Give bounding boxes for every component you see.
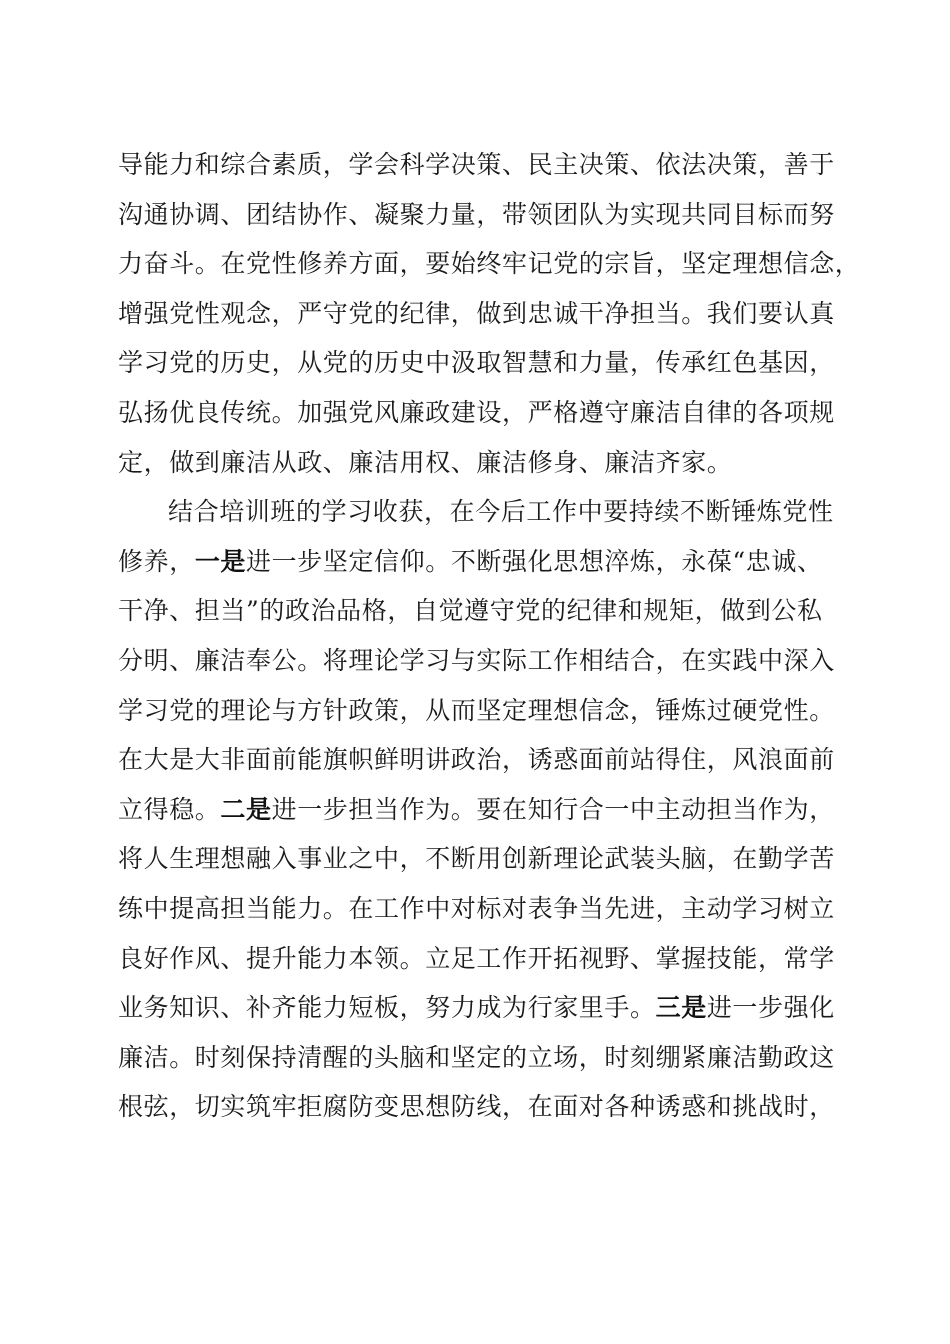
paragraph-first-line: 结合培训班的学习收获，在今后工作中要持续不断锤炼党性	[168, 497, 834, 527]
text-run: 进一步担当作为。要在知行合一中主动担当作为，	[271, 794, 835, 824]
bold-marker-third: 三是	[655, 993, 707, 1023]
text-line: 弘扬优良传统。加强党风廉政建设，严格遵守廉洁自律的各项规	[118, 397, 835, 427]
document-body	[118, 140, 861, 1132]
text-line: 沟通协调、团结协作、凝聚力量，带领团队为实现共同目标而努	[118, 199, 835, 229]
text-line: 良好作风、提升能力本领。立足工作开拓视野、掌握技能，常学	[118, 943, 835, 973]
text-line: 定，做到廉洁从政、廉洁用权、廉洁修身、廉洁齐家。	[118, 447, 733, 477]
text-line: 导能力和综合素质，学会科学决策、民主决策、依法决策，善于	[118, 150, 835, 179]
bold-marker-first: 一是	[194, 546, 247, 576]
text-line: 在大是大非面前能旗帜鲜明讲政治，诱惑面前站得住，风浪面前	[118, 745, 835, 775]
text-line: 增强党性观念，严守党的纪律，做到忠诚干净担当。我们要认真	[118, 298, 835, 328]
bold-marker-second: 二是	[220, 794, 272, 824]
text-line: 干净、担当”的政治品格，自觉遵守党的纪律和规矩，做到公私	[118, 596, 823, 626]
text-run: 进一步强化	[706, 993, 835, 1023]
text-run: 进一步坚定信仰。不断强化思想淬炼，永葆“忠诚、	[246, 546, 823, 576]
text-line: 学习党的历史，从党的历史中汲取智慧和力量，传承红色基因，	[118, 348, 835, 378]
text-line: 练中提高担当能力。在工作中对标对表争当先进，主动学习树立	[118, 893, 835, 923]
text-line: 将人生理想融入事业之中，不断用创新理论武装头脑，在勤学苦	[118, 844, 835, 874]
text-run: 业务知识、补齐能力短板，努力成为行家里手。	[118, 993, 656, 1023]
text-run: 修养，	[118, 546, 195, 576]
text-line	[118, 537, 830, 587]
text-line: 力奋斗。在党性修养方面，要始终牢记党的宗旨，坚定理想信念，	[118, 249, 861, 279]
text-line: 学习党的理论与方针政策，从而坚定理想信念，锤炼过硬党性。	[118, 695, 835, 725]
text-line: 分明、廉洁奉公。将理论学习与实际工作相结合，在实践中深入	[118, 645, 835, 675]
text-line: 廉洁。时刻保持清醒的头脑和坚定的立场，时刻绷紧廉洁勤政这	[118, 1042, 835, 1072]
text-line: 根弦，切实筑牢拒腐防变思想防线，在面对各种诱惑和挑战时，	[118, 1092, 835, 1122]
text-line	[118, 785, 835, 835]
text-line	[118, 983, 835, 1033]
text-run: 立得稳。	[118, 794, 221, 824]
